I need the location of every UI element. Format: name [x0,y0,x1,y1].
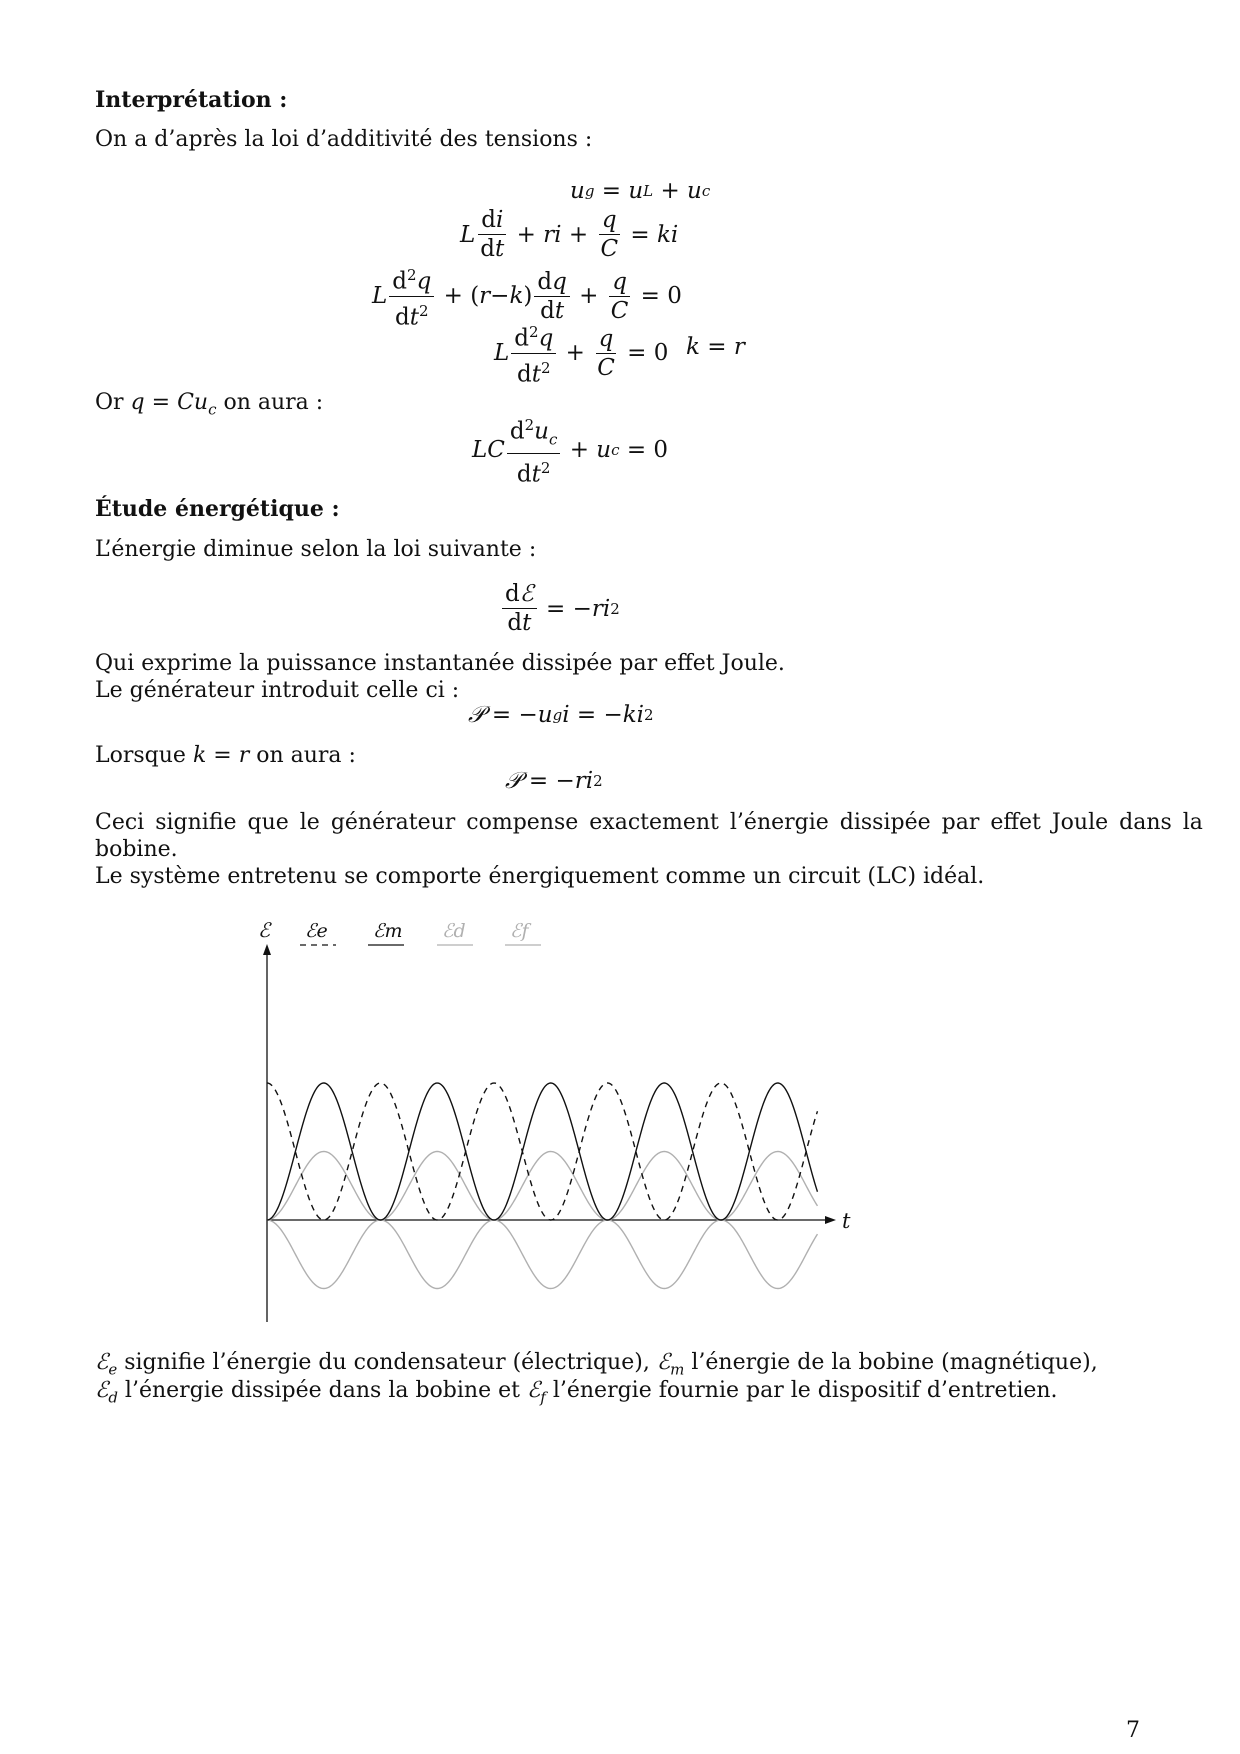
y-axis-label: ℰ [258,918,271,942]
lc-line: Le système entretenu se comporte énergiquement comme un circuit (LC) idéal. [95,864,985,889]
equation-3: L $\frac{d^2q}{dt^2}$ + ( r − k ) $\frac{dq}{dt}$ + $\frac{q}{C}$ = 0 [372,263,682,329]
equation-5: LC $\frac{d^2u_c}{dt^2}$ + u c = 0 [472,413,668,487]
legend-entry-1 [368,920,404,945]
legend-label-3: ℰf [510,920,529,942]
equation-1: u g = u L + u c [570,178,711,204]
series-line-f-3 [267,1152,817,1221]
legend-entry-2 [437,920,473,945]
interpretation-intro: On a d’après la loi d’additivité des tensions : [95,127,593,152]
y-axis-arrow [263,944,271,955]
legend-entry-0 [300,920,336,945]
legend-entry-3 [505,920,541,945]
equation-4-condition: k = r [686,334,745,360]
equation-2: L $\frac{di}{dt}$ + ri + $\frac{q}{C}$ = ki [460,207,679,262]
x-axis-label: t [842,1209,851,1233]
page-number: 7 [1126,1718,1140,1743]
compensate-line-2: bobine. [95,837,178,862]
legend-label-1: ℰm [373,920,403,942]
chart-series [267,1083,817,1289]
caption-line-1: ℰ$_e$ signifie l’énergie du condensateur (électrique), ℰ$_m$ l’énergie de la bobine (magnétique), [95,1350,1098,1379]
legend-label-0: ℰe [305,920,328,942]
or-q-line: Or $q = Cu_c$ on aura : [95,390,324,419]
energy-intro: L’énergie diminue selon la loi suivante : [95,537,537,562]
chart-legend [300,920,541,945]
equation-6: $\frac{\text{dℰ}}{dt}$ = − ri 2 [500,582,620,635]
interpretation-heading: Interprétation : [95,87,288,113]
lorsque-line: Lorsque k = r on aura : [95,743,356,768]
compensate-line-1: Ceci signifie que le générateur compense exactement l’énergie dissipée par effet Joule dans la [95,810,1203,835]
joule-line: Qui exprime la puissance instantanée dissipée par effet Joule. [95,651,785,676]
caption-line-2: ℰ$_d$ l’énergie dissipée dans la bobine et ℰ$_f$ l’énergie fournie par le dispositif d’entretien. [95,1378,1058,1407]
equation-4: L $\frac{d^2q}{dt^2}$ + $\frac{q}{C}$ = 0 [494,320,668,386]
chart-axes [258,918,851,1322]
x-axis-arrow [825,1216,836,1224]
equation-7: 𝒫 = − u g i = − ki 2 [468,702,654,728]
equation-8: 𝒫 = − ri 2 [505,768,603,794]
series-line-d-2 [267,1220,817,1289]
energy-heading: Étude énergétique : [95,496,340,522]
generator-line: Le générateur introduit celle ci : [95,678,460,703]
legend-label-2: ℰd [442,920,466,942]
